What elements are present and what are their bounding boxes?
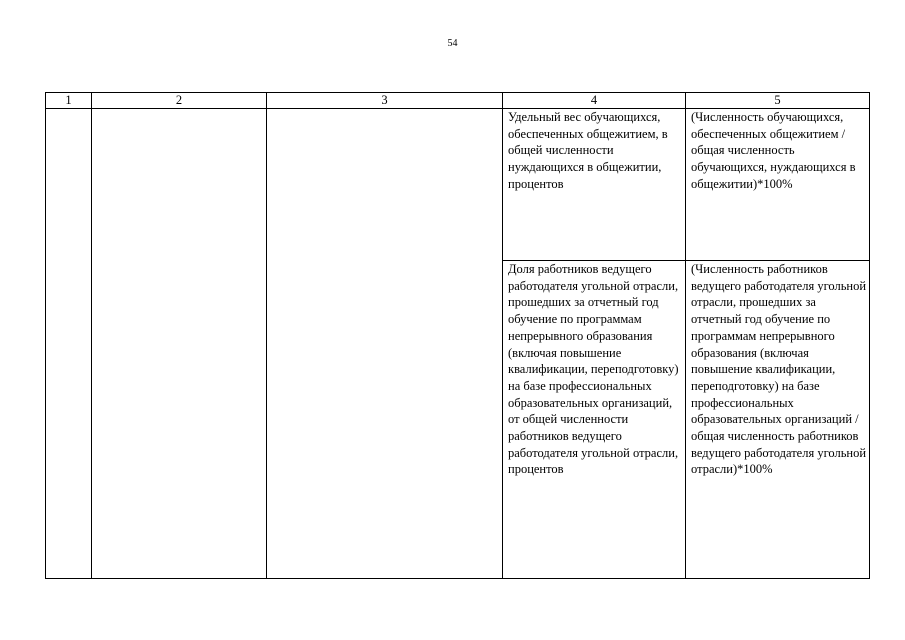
indicator-text: Удельный вес обучающихся, обеспеченных общежитием, в общей численности нуждающихся в общежитии, процентов xyxy=(508,110,668,191)
column-number-row xyxy=(46,93,870,109)
indicator-cell xyxy=(503,261,686,579)
empty-cell-col-2 xyxy=(92,109,267,579)
table-row xyxy=(46,109,870,261)
indicator-text: Доля работников ведущего работодателя угольной отрасли, прошедших за отчетный год обучение по программам непрерывного образования (включая повышение квалификации, переподготовку) на базе профессиональных образовательных организаций, от общей численности работников ведущего работодателя угольной отрасли, процентов xyxy=(508,262,679,477)
formula-text: (Численность обучающихся, обеспеченных общежитием / общая численность обучающихся, нуждающихся в общежитии)*100% xyxy=(691,110,856,191)
column-header-3: 3 xyxy=(267,93,503,109)
empty-cell-col-3 xyxy=(267,109,503,579)
column-header-5: 5 xyxy=(686,93,870,109)
formula-text: (Численность работников ведущего работодателя угольной отрасли, прошедших за отчетный год обучение по программам непрерывного образования (включая повышение квалификации, переподготовку) на базе профессиональных образовательных организаций / общая численность работников ведущего работодателя угольной отрасли)*100% xyxy=(691,262,867,477)
column-header-1: 1 xyxy=(46,93,92,109)
formula-cell xyxy=(686,261,870,579)
indicators-table xyxy=(45,92,870,579)
column-header-4: 4 xyxy=(503,93,686,109)
empty-cell-col-1 xyxy=(46,109,92,579)
page-number: 54 xyxy=(447,38,458,49)
column-header-2: 2 xyxy=(92,93,267,109)
formula-cell xyxy=(686,109,870,261)
indicator-cell xyxy=(503,109,686,261)
